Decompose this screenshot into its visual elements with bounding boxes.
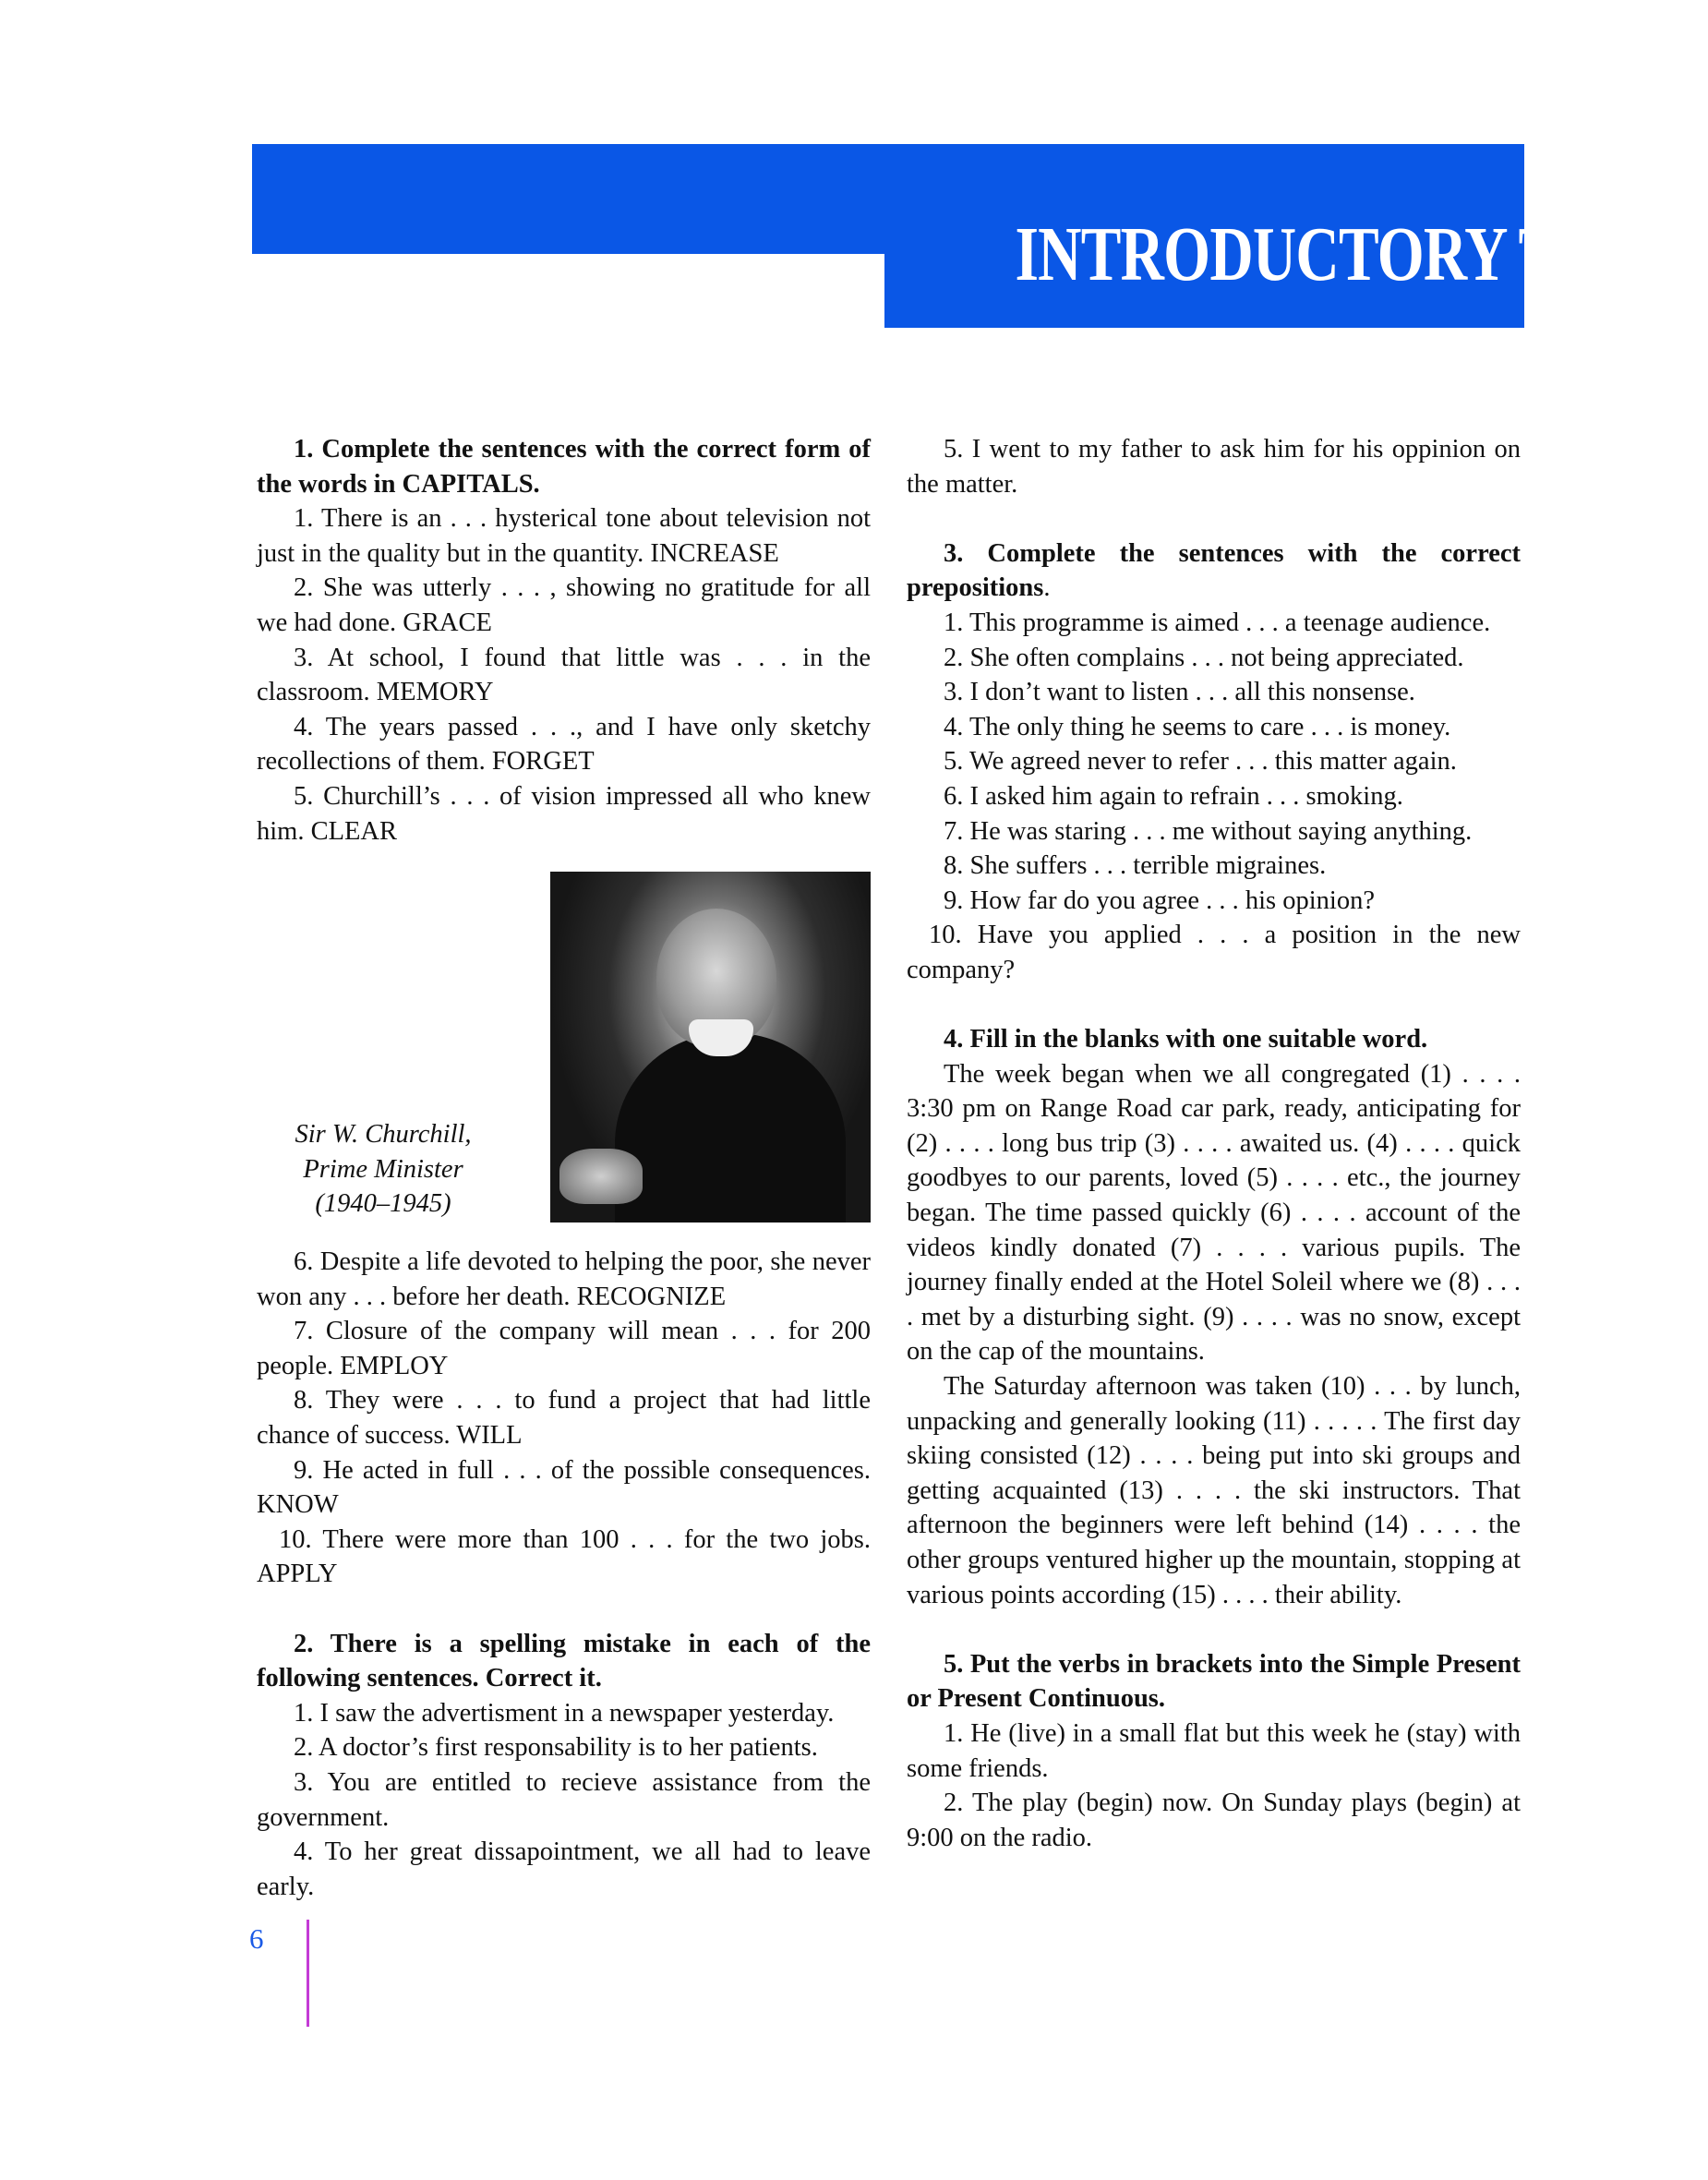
section-2-item: 2. A doctor’s first responsability is to her patients.: [294, 1733, 818, 1763]
section-3-item: 6. I asked him again to refrain . . . smoking.: [944, 781, 1403, 811]
section-1-item: 7. Closure of the company will mean . . . for 200 people. EMPLOY: [257, 1317, 871, 1380]
section-3-item: 1. This programme is aimed . . . a teenage audience.: [944, 608, 1491, 637]
section-3-heading-line: [907, 536, 1521, 606]
caption-line-name: Sir W. Churchill,: [295, 1120, 472, 1149]
section-1-item: 5. Churchill’s . . . of vision impressed all who knew him. CLEAR: [257, 781, 871, 846]
section-1-item: 4. The years passed . . ., and I have only sketchy recollections of them. FORGET: [257, 712, 871, 777]
section-4-paragraph: The Saturday afternoon was taken (10) . . . by lunch, unpacking and generally looking (11) . . . . . The first day skiing consisted (12) . . . . being put into ski groups and getting acquainted (13) . . . . the ski instructors. That afternoon the beginners were left behind (14) . . . . the other groups ventured higher up the mountain, stopping at various points according (15) . . . . their ability.: [907, 1372, 1521, 1609]
section-3-heading: 3. Complete the sentences with the correct prepositions: [907, 538, 1521, 603]
section-3-item: 2. She often complains . . . not being appreciated.: [944, 643, 1464, 672]
caption-line-role: Prime Minister: [303, 1154, 463, 1184]
section-3-item: 7. He was staring . . . me without saying anything.: [944, 816, 1473, 846]
section-3-heading-period: .: [1043, 573, 1051, 603]
section-3-item: 9. How far do you agree . . . his opinion?: [944, 885, 1375, 915]
page-title: INTRODUCTORY TEST: [1015, 211, 1671, 297]
right-column: [907, 432, 1521, 1855]
section-4-paragraph: The week began when we all congregated (1) . . . . 3:30 pm on Range Road car park, ready, anticipating for (2) . . . . long bus trip (3) . . . . awaited us. (4) . . . . quick goodbyes to our parents, loved (5) . . . . etc., the journey began. The time passed quickly (6) . . . . account of the videos kindly donated (7) . . . . various pupils. The journey finally ended at the Hotel Soleil where we (8) . . . . met by a disturbing sight. (9) . . . . was no snow, except on the cap of the mountains.: [907, 1059, 1521, 1367]
section-2-item: 4. To her great dissapointment, we all had to leave early.: [257, 1837, 871, 1901]
section-5-item: 2. The play (begin) now. On Sunday plays (begin) at 9:00 on the radio.: [907, 1789, 1521, 1852]
section-1-heading: 1. Complete the sentences with the correct form of the words in CAPITALS.: [257, 435, 871, 499]
page-number-rule: [307, 1920, 309, 2027]
section-5-item: 1. He (live) in a small flat but this week he (stay) with some friends.: [907, 1718, 1521, 1783]
section-1-item: 3. At school, I found that little was . . . in the classroom. MEMORY: [257, 643, 871, 707]
section-1-item: 1. There is an . . . hysterical tone about television not just in the quality but in the quantity. INCREASE: [257, 504, 871, 568]
left-column-top: [257, 432, 871, 849]
section-1-item: 8. They were . . . to fund a project that had little chance of success. WILL: [257, 1386, 871, 1450]
section-2-item: 3. You are entitled to recieve assistance from the government.: [257, 1767, 871, 1832]
section-3-item: 8. She suffers . . . terrible migraines.: [944, 851, 1327, 881]
page-number: 6: [249, 1922, 264, 1955]
section-1-item: 6. Despite a life devoted to helping the poor, she never won any . . . before her death. RECOGNIZE: [257, 1247, 871, 1311]
section-3-item: 4. The only thing he seems to care . . . is money.: [944, 712, 1451, 741]
section-2-item: 5. I went to my father to ask him for his oppinion on the matter.: [907, 435, 1521, 499]
section-2-item: 1. I saw the advertisment in a newspaper yesterday.: [294, 1698, 835, 1728]
photo-caption: [268, 1117, 499, 1222]
section-3-item: 10. Have you applied . . . a position in the new company?: [907, 921, 1521, 984]
section-3-item: 3. I don’t want to listen . . . all this nonsense.: [944, 678, 1415, 707]
caption-line-years: (1940–1945): [315, 1189, 451, 1219]
churchill-portrait-photo: [550, 872, 871, 1222]
left-column-bottom: [257, 1245, 871, 1904]
section-5-heading: 5. Put the verbs in brackets into the Simple Present or Present Continuous.: [907, 1649, 1521, 1714]
section-1-item: 2. She was utterly . . . , showing no gratitude for all we had done. GRACE: [257, 573, 871, 637]
section-4-heading: 4. Fill in the blanks with one suitable word.: [944, 1025, 1428, 1054]
section-2-heading: 2. There is a spelling mistake in each of the following sentences. Correct it.: [257, 1629, 871, 1693]
section-1-item: 9. He acted in full . . . of the possible consequences. KNOW: [257, 1455, 871, 1520]
section-1-item: 10. There were more than 100 . . . for the two jobs. APPLY: [257, 1524, 871, 1589]
section-3-item: 5. We agreed never to refer . . . this matter again.: [944, 747, 1457, 777]
